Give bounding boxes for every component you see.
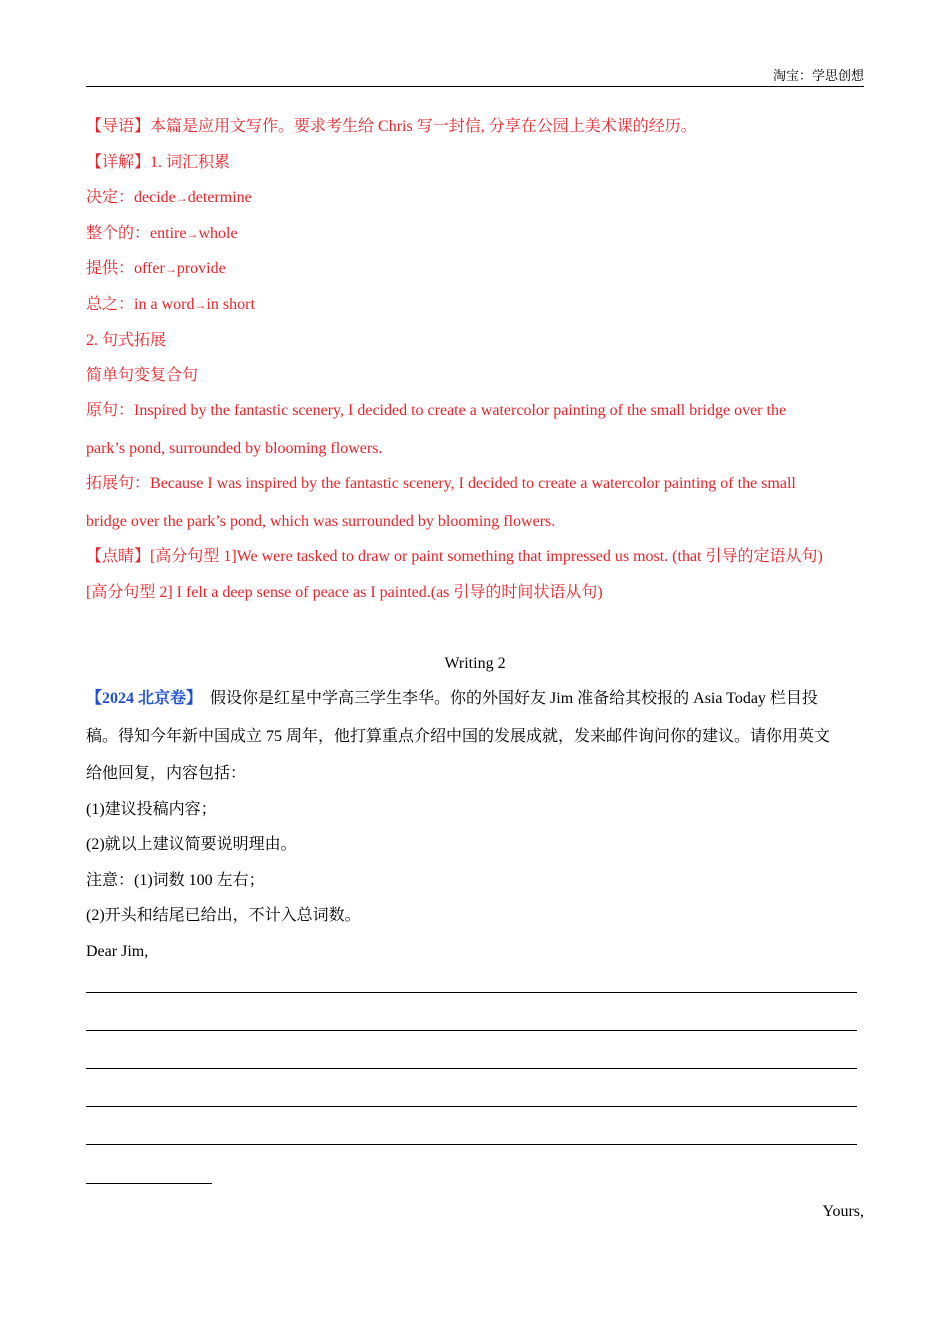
salutation: Dear Jim, — [86, 943, 149, 960]
header-text: 淘宝：学思创想 — [772, 68, 864, 83]
requirement-item1: (1)建议投稿内容； — [86, 801, 217, 818]
answer-line[interactable] — [86, 1144, 857, 1145]
prompt-line3: 给他回复，内容包括： — [86, 765, 247, 782]
prompt-text: 假设你是红星中学高三学生李华。你的外国好友 Jim 准备给其校报的 Asia Today 栏目投 — [210, 690, 818, 707]
intro-text: 本篇是应用文写作。要求考生给 Chris 写一封信, 分享在公园上美术课的经历。 — [150, 118, 697, 135]
original-sentence-line1 — [86, 400, 786, 422]
prompt-line1 — [86, 688, 818, 710]
expanded-label: 拓展句： — [86, 475, 151, 492]
detail-text: 1. 词汇积累 — [150, 154, 231, 171]
vocab-to: provide — [176, 260, 226, 277]
vocab-item — [86, 187, 252, 209]
vocab-to: whole — [198, 225, 238, 242]
note-line2: (2)开头和结尾已给出，不计入总词数。 — [86, 907, 361, 924]
highlight-line1 — [86, 546, 823, 568]
highlight-line2: [高分句型 2] I felt a deep sense of peace as I painted.(as 引导的时间状语从句) — [86, 584, 603, 601]
vocab-cn: 决定： — [86, 189, 135, 206]
vocab-item — [86, 258, 226, 280]
original-text: Inspired by the fantastic scenery, I decided to create a watercolor painting of the small bridge over the — [134, 402, 787, 419]
vocab-item — [86, 223, 238, 245]
answer-line-short[interactable] — [86, 1183, 212, 1184]
vocab-from: entire — [150, 225, 187, 242]
arrow-icon: → — [175, 191, 188, 205]
note-line1: 注意：(1)词数 100 左右； — [86, 872, 265, 889]
answer-line[interactable] — [86, 1030, 857, 1031]
vocab-from: in a word — [134, 296, 195, 313]
source-tag: 【2024 北京卷】 — [86, 690, 203, 707]
closing: Yours, — [822, 1203, 864, 1220]
expanded-sentence-line2: bridge over the park’s pond, which was surrounded by blooming flowers. — [86, 513, 556, 530]
answer-line[interactable] — [86, 1106, 857, 1107]
answer-line[interactable] — [86, 1068, 857, 1069]
vocab-item — [86, 294, 255, 316]
detail-tag: 【详解】 — [86, 154, 151, 171]
highlight-tag: 【点睛】 — [86, 548, 151, 565]
arrow-icon: → — [186, 227, 199, 241]
intro-tag: 【导语】 — [86, 118, 151, 135]
prompt-line2: 稿。得知今年新中国成立 75 周年，他打算重点介绍中国的发展成就，发来邮件询问你的建议。请你用英文 — [86, 728, 831, 745]
vocab-to: determine — [187, 189, 252, 206]
vocab-cn: 整个的： — [86, 225, 151, 242]
original-label: 原句： — [86, 402, 135, 419]
answer-line[interactable] — [86, 992, 857, 993]
vocab-from: decide — [134, 189, 176, 206]
expanded-sentence-line1 — [86, 473, 796, 495]
vocab-cn: 提供： — [86, 260, 135, 277]
vocab-cn: 总之： — [86, 296, 135, 313]
section2-heading: 2. 句式拓展 — [86, 332, 167, 349]
vocab-to: in short — [206, 296, 255, 313]
expanded-text: Because I was inspired by the fantastic scenery, I decided to create a watercolor painting of the small — [150, 475, 796, 492]
writing-title: Writing 2 — [444, 655, 506, 672]
page-header — [86, 66, 864, 87]
original-sentence-line2: park’s pond, surrounded by blooming flowers. — [86, 440, 383, 457]
detail-line — [86, 152, 230, 174]
arrow-icon: → — [164, 262, 177, 276]
arrow-icon: → — [194, 298, 207, 312]
requirement-item2: (2)就以上建议简要说明理由。 — [86, 836, 297, 853]
simple-to-complex-heading: 简单句变复合句 — [86, 367, 199, 384]
intro-line — [86, 116, 697, 138]
highlight-text: [高分句型 1]We were tasked to draw or paint something that impressed us most. (that 引导的定语从句) — [150, 548, 823, 565]
vocab-from: offer — [134, 260, 165, 277]
